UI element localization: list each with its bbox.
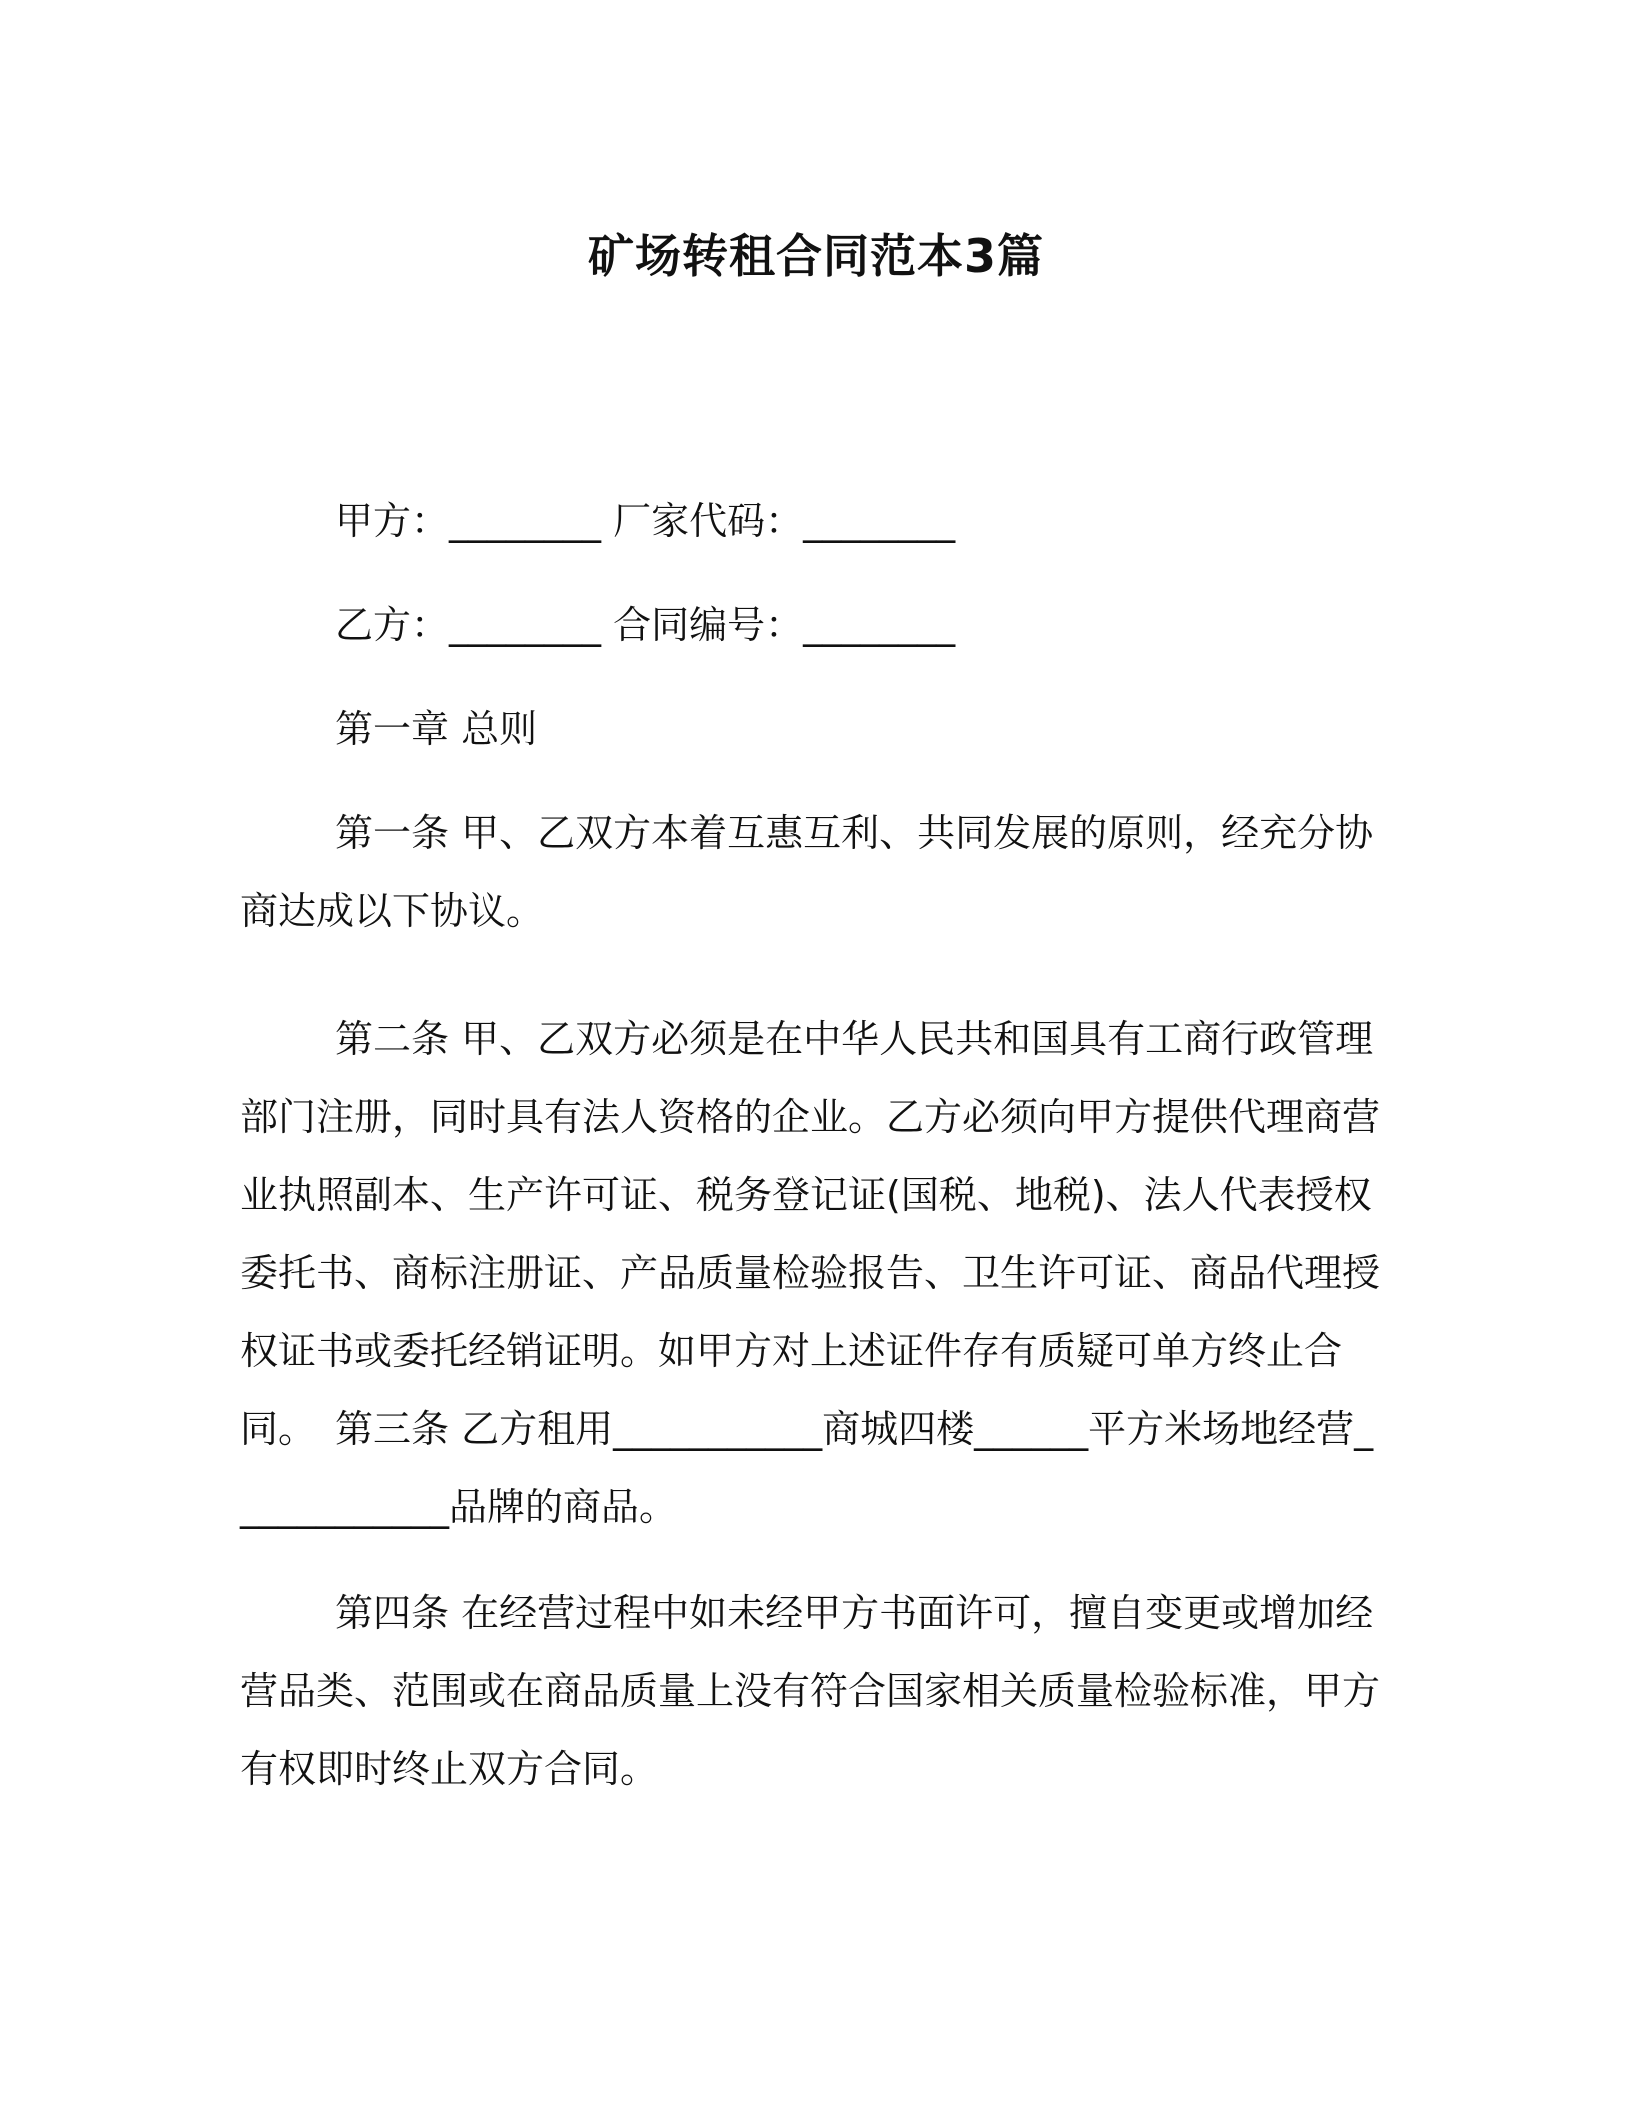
party-b-line	[240, 586, 1380, 664]
document-title: 矿场转租合同范本3篇	[587, 229, 1044, 283]
party-b-text: 乙方：________ 合同编号：________	[335, 603, 956, 647]
article-4	[240, 1574, 1380, 1808]
article-1	[240, 794, 1380, 950]
party-a-line	[240, 482, 1380, 560]
chapter1-text: 第一章 总则	[335, 707, 538, 751]
chapter-heading	[240, 690, 1380, 768]
party-a-text: 甲方：________ 厂家代码：________	[335, 499, 956, 543]
article1-text: 第一条 甲、乙双方本着互惠互利、共同发展的原则，经充分协商达成以下协议。	[240, 811, 1374, 933]
article3-text: 第三条 乙方租用___________商城四楼______平方米场地经营____________品牌的商品。	[240, 1407, 1374, 1529]
article-3	[240, 1390, 1380, 1546]
article2-text: 第二条 甲、乙双方必须是在中华人民共和国具有工商行政管理部门注册，同时具有法人资格的企业。乙方必须向甲方提供代理商营业执照副本、生产许可证、税务登记证(国税、地税)、法人代表授权委托书、商标注册证、产品质量检验报告、卫生许可证、商品代理授权证书或委托经销证明。如甲方对上述证件存有质疑可单方终止合同。	[240, 1017, 1381, 1451]
article4-text: 第四条 在经营过程中如未经甲方书面许可，擅自变更或增加经营品类、范围或在商品质量上没有符合国家相关质量检验标准，甲方有权即时终止双方合同。	[240, 1591, 1381, 1791]
